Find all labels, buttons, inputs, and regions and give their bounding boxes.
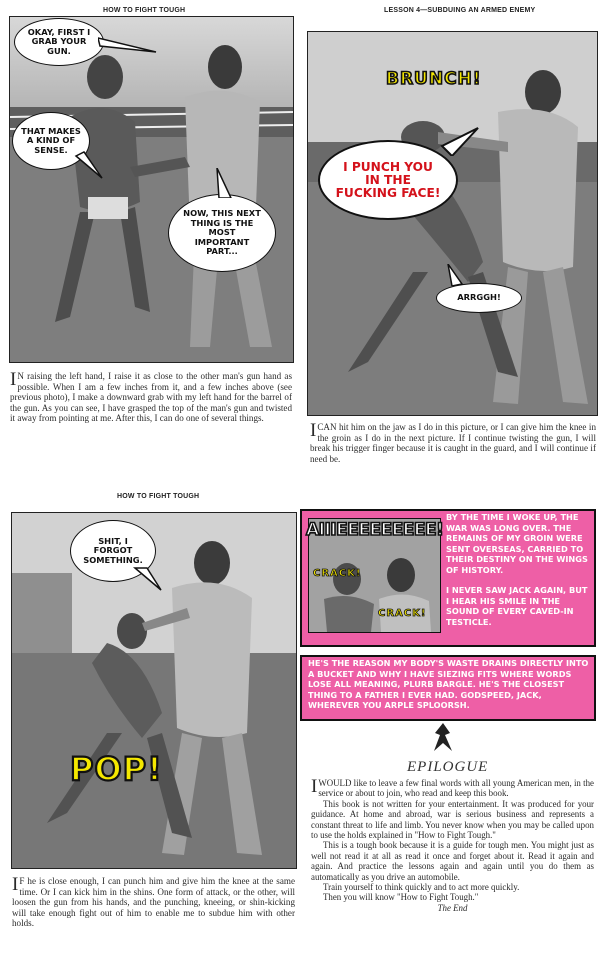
speech-bubble-forgot: SHIT, I FORGOT SOMETHING. <box>70 520 156 582</box>
sfx-crack-1: CRACK! <box>313 568 362 579</box>
speech-bubble-makes-sense: THAT MAKES A KIND OF SENSE. <box>12 112 90 170</box>
drop-cap: I <box>10 369 17 390</box>
lesson-paragraph-1 <box>10 371 292 424</box>
sfx-brunch: BRUNCH! <box>386 69 482 89</box>
epilogue-paragraph: Then you will know "How to Fight Tough." <box>323 892 479 903</box>
speech-bubble-punch: I PUNCH YOU IN THE FUCKING FACE! <box>318 140 458 220</box>
epilogue-paragraph: This is a tough book because it is a guide for tough men. You might just as well not read it at all as read it once and forget about it. Read it again and again. And practice the lessons again and again until you do them as automatically as you drive an automobile. <box>311 840 594 882</box>
speech-tail <box>440 126 480 156</box>
paragraph-text: N raising the left hand, I raise it as close to the other man's gun hand as possible. When I am a few inches from it, and a few inches above (see previous photo), I make a downward grab with my left hand for the barrel of the gun. As you can see, I have grasped the top of the man's gun and twisted it away from pointing at me. After this, I can do one of several things. <box>10 371 292 424</box>
photo-grab-gun <box>9 16 294 363</box>
caption-text-war-over <box>446 512 592 627</box>
page-header: LESSON 4—SUBDUING AN ARMED ENEMY <box>384 7 536 14</box>
lesson-paragraph-3 <box>12 876 295 929</box>
speech-tail <box>74 150 104 180</box>
sfx-crack-2: CRACK! <box>378 608 427 619</box>
paragraph-text: CAN hit him on the jaw as I do in this picture, or I can give him the knee in the groin as I do in the next picture. If I continue twisting the gun, I will break his trigger finger because it is caught in the guard, and I will continue if need be. <box>310 422 596 464</box>
speech-tail <box>133 566 163 592</box>
speech-tail <box>213 168 235 198</box>
speech-bubble-first-grab: OKAY, FIRST I GRAB YOUR GUN. <box>14 18 104 66</box>
sfx-pop: POP! <box>70 750 163 788</box>
photo-punch-art <box>308 32 597 415</box>
page-header: HOW TO FIGHT TOUGH <box>103 7 186 14</box>
photo-grab-gun-art <box>10 17 293 362</box>
caption-paragraph: BY THE TIME I WOKE UP, THE WAR WAS LONG OVER. THE REMAINS OF MY GROIN WERE SENT OVERSEAS, CARRIED TO THEIR DESTINY ON THE WINGS OF HISTORY. <box>446 512 588 575</box>
paragraph-text: F he is close enough, I can punch him and give him the knee at the same time. Or I can kick him in the shins. One form of attack, or the other, will loosen the gun from his hands, and the punching, kneeing, or shin-kicking will take enough fight out of him to enable me to subdue him with other holds. <box>12 876 295 929</box>
epilogue-title: EPILOGUE <box>407 759 489 775</box>
epilogue-text <box>311 778 594 913</box>
speech-tail <box>98 34 158 54</box>
sfx-aiiieee: AIIIEEEEEEEEE! <box>306 520 444 540</box>
caption-paragraph: I NEVER SAW JACK AGAIN, BUT I HEAR HIS SMILE IN THE SOUND OF EVERY CAVED-IN TESTICLE. <box>446 585 588 627</box>
speech-tail <box>446 264 466 286</box>
epilogue-paragraph: This book is not written for your entertainment. It was produced for your guidance. At home and abroad, war is serious business and represents a constant threat to life and limb. You never know when you may be called upon to use the holds explained in "How to Fight Tough." <box>311 798 594 841</box>
eagle-ornament-icon <box>432 723 454 753</box>
caption-text-father: HE'S THE REASON MY BODY'S WASTE DRAINS DIRECTLY INTO A BUCKET AND WHY I HAVE SIEZING FITS WHERE WORDS LOSE ALL MEANING, PLURB BARGLE. HE'S THE CLOSEST THING TO A FATHER I EVER HAD. GODSPEED, JACK, WHEREVER YOU ARPLE SPLOORSH. <box>308 658 589 710</box>
lesson-paragraph-2 <box>310 422 596 464</box>
speech-bubble-arrggh: ARRGGH! <box>436 283 522 313</box>
drop-cap: I <box>311 776 318 797</box>
epilogue-paragraph: Train yourself to think quickly and to act more quickly. <box>323 882 520 893</box>
speech-bubble-important-part: NOW, THIS NEXT THING IS THE MOST IMPORTANT PART... <box>168 194 276 272</box>
the-end: The End <box>437 902 468 913</box>
epilogue-paragraph: WOULD like to leave a few final words with all young American men, in the service or about to join, who read and keep this book. <box>318 778 594 799</box>
page-header: HOW TO FIGHT TOUGH <box>117 493 200 500</box>
drop-cap: I <box>310 420 317 441</box>
drop-cap: I <box>12 874 19 895</box>
